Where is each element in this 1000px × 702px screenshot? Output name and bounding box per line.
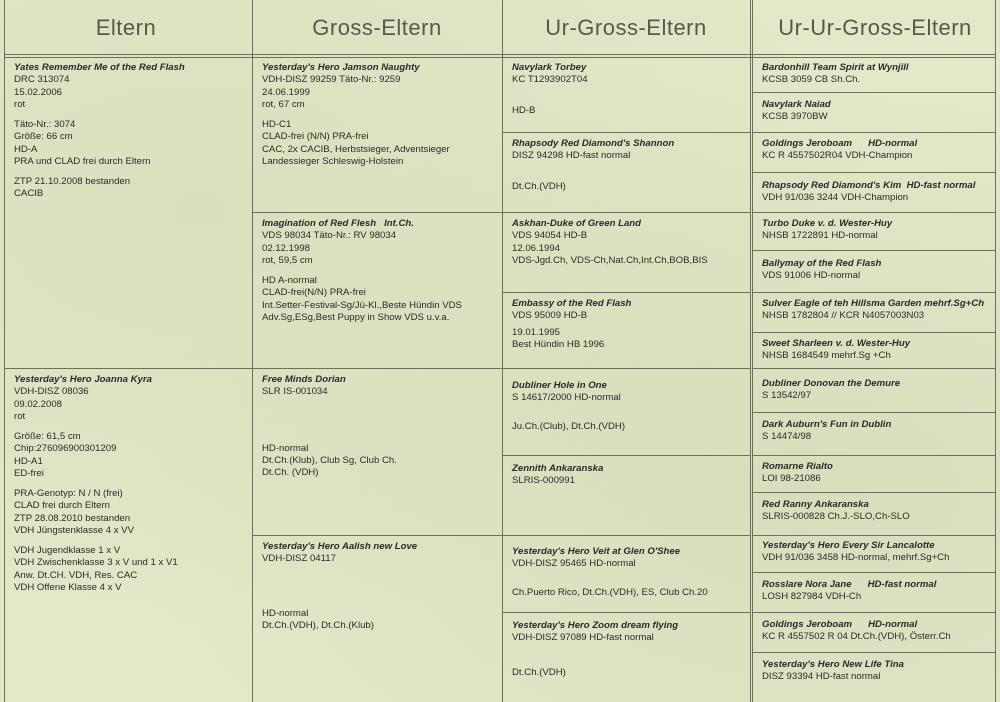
great-great-grandparent-6 — [754, 254, 995, 292]
info-line: CLAD-frei (N/N) PRA-frei — [262, 131, 369, 143]
great-great-grandparent-10 — [754, 415, 995, 455]
grid-line — [502, 612, 750, 613]
spacer — [262, 399, 494, 443]
spacer — [512, 87, 742, 105]
great-great-grandparent-13 — [754, 536, 995, 572]
info-line: VDS-Jgd.Ch, VDS-Ch,Nat.Ch,Int.Ch,BOB,BIS — [512, 254, 708, 266]
dog-name — [262, 218, 494, 230]
info-line: VDH 91/036 3244 VDH-Champion — [762, 192, 909, 204]
info-line: VDS 95009 HD-B — [512, 310, 588, 322]
grid-line — [752, 172, 995, 173]
dog-name: Red Ranny Ankaranska — [762, 499, 869, 510]
spacer — [262, 111, 494, 119]
info-line: HD-A — [14, 143, 38, 155]
great-grandparent-7 — [504, 542, 750, 612]
info-line: HD-A1 — [14, 455, 43, 467]
info-line: PRA und CLAD frei durch Eltern — [14, 155, 151, 167]
info-line: HD-normal — [262, 442, 309, 454]
grid-line — [752, 368, 995, 369]
dog-title: Int.Ch. — [384, 218, 414, 229]
header-gross-eltern: Gross-Eltern — [312, 15, 442, 40]
info-line: VDS 98034 Täto-Nr.: RV 98034 — [262, 230, 397, 242]
spacer — [14, 537, 244, 545]
info-line: rot — [14, 410, 26, 422]
info-line: Dt.Ch.(Klub), Club Sg, Club Ch. — [262, 454, 397, 466]
grid-line — [502, 455, 750, 456]
dog-name: Dubliner Hole in One — [512, 380, 607, 391]
info-line: Adv.Sg,ESg,Best Puppy in Show VDS u.v.a. — [262, 311, 450, 323]
spacer — [262, 566, 494, 608]
grandparent-4 — [254, 537, 502, 700]
dog-name: Yesterday's Hero Veit at Glen O'Shee — [512, 546, 681, 557]
info-line: 15.02.2006 — [14, 86, 63, 98]
info-line: S 14474/98 — [762, 431, 812, 443]
grid-line — [502, 212, 750, 213]
spacer — [512, 571, 742, 587]
grid-line — [252, 212, 502, 213]
dog-name: Yesterday's Hero Joanna Kyra — [14, 374, 152, 385]
info-line: LOSH 827984 VDH-Ch — [762, 591, 862, 603]
dog-name: Ballymay of the Red Flash — [762, 258, 882, 269]
info-line: Landessieger Schleswig-Holstein — [262, 155, 404, 167]
grid-line — [752, 0, 753, 702]
info-line: ZTP 21.10.2008 bestanden — [14, 176, 131, 188]
grid-line — [752, 332, 995, 333]
info-line: ZTP 28.08.2010 bestanden — [14, 512, 131, 524]
dog-name: Rhapsody Red Diamond's Shannon — [512, 138, 675, 149]
info-line: 02.12.1998 — [262, 242, 311, 254]
info-line: ED-frei — [14, 467, 44, 479]
dog-name — [762, 138, 987, 150]
info-line: DRC 313074 — [14, 74, 70, 86]
dog-note: mehrf.Sg+Ch — [924, 298, 985, 309]
info-line: KCSB 3059 CB Sh.Ch. — [762, 74, 861, 86]
grid-line — [752, 412, 995, 413]
dog-name: Zennith Ankaranska — [512, 463, 604, 474]
spacer — [14, 111, 244, 119]
great-great-grandparent-5 — [754, 214, 995, 250]
grid-line — [752, 572, 995, 573]
great-great-grandparent-11 — [754, 457, 995, 492]
dog-note: HD-normal — [868, 138, 918, 149]
dog-name: Embassy of the Red Flash — [512, 298, 632, 309]
great-grandparent-2 — [504, 134, 750, 212]
great-grandparent-8 — [504, 616, 750, 700]
info-line: SLRIS-000991 — [512, 475, 575, 487]
great-great-grandparent-9 — [754, 374, 995, 412]
dog-name: Yesterday's Hero New Life Tina — [762, 659, 904, 670]
info-line: Dt.Ch. (VDH) — [262, 467, 319, 479]
grid-line — [502, 0, 503, 702]
grid-line — [752, 212, 995, 213]
info-line: Dt.Ch.(VDH), Dt.Ch.(Klub) — [262, 619, 374, 631]
spacer — [14, 423, 244, 431]
grid-line — [252, 535, 502, 536]
info-line: VDH Offene Klasse 4 x V — [14, 581, 122, 593]
great-great-grandparent-2 — [754, 95, 995, 132]
info-line: NHSB 1722891 HD-normal — [762, 230, 878, 242]
info-line: S 14617/2000 HD-normal — [512, 392, 621, 404]
great-grandparent-3 — [504, 214, 750, 292]
header-ur-ur-gross-eltern: Ur-Ur-Gross-Eltern — [778, 15, 972, 40]
dog-name: Bardonhill Team Spirit at Wynjill — [762, 62, 909, 73]
header-eltern: Eltern — [95, 15, 157, 40]
great-grandparent-6 — [504, 459, 750, 535]
great-grandparent-5 — [504, 376, 750, 455]
dog-name: Yesterday's Hero Aalish new Love — [262, 541, 418, 552]
great-great-grandparent-14 — [754, 575, 995, 612]
grid-line — [502, 292, 750, 293]
info-line: VDH-DISZ 95465 HD-normal — [512, 558, 636, 570]
great-great-grandparent-8 — [754, 334, 995, 368]
info-line: NHSB 1782804 // KCR N4057003N03 — [762, 310, 925, 322]
info-line: Täto-Nr.: 3074 — [14, 119, 76, 131]
info-line: Ju.Ch.(Club), Dt.Ch.(VDH) — [512, 420, 626, 432]
info-line: PRA-Genotyp: N / N (frei) — [14, 488, 123, 500]
great-great-grandparent-4 — [754, 176, 995, 212]
info-line: Dt.Ch.(VDH) — [512, 666, 566, 678]
grid-line — [502, 535, 750, 536]
grid-line — [752, 612, 995, 613]
info-line: VDS 91006 HD-normal — [762, 270, 861, 282]
info-line: Größe: 61,5 cm — [14, 431, 81, 443]
info-line: CLAD frei durch Eltern — [14, 500, 110, 512]
grid-line — [252, 368, 502, 369]
great-great-grandparent-3 — [754, 134, 995, 172]
info-line: rot, 67 cm — [262, 98, 305, 110]
dog-name-text: Goldings Jeroboam — [762, 138, 853, 149]
dog-name: Yates Remember Me of the Red Flash — [14, 62, 185, 73]
dog-name: Sweet Sharleen v. d. Wester-Huy — [762, 338, 911, 349]
info-line: KC R 4557502 R 04 Dt.Ch.(VDH), Österr.Ch — [762, 631, 951, 643]
grid-line — [502, 132, 750, 133]
info-line: VDH-DISZ 97089 HD-fast normal — [512, 632, 654, 644]
spacer — [262, 267, 494, 275]
info-line: KC R 4557502R04 VDH-Champion — [762, 150, 913, 162]
parent-dam — [6, 370, 252, 700]
dog-name: Free Minds Dorian — [262, 374, 346, 385]
great-great-grandparent-12 — [754, 495, 995, 535]
dog-note: HD-fast normal — [867, 579, 937, 590]
grid-line — [252, 0, 253, 702]
info-line: S 13542/97 — [762, 390, 812, 402]
grid-line — [502, 368, 750, 369]
spacer — [14, 168, 244, 176]
info-line: Int.Setter-Festival-Sg/Jü-Kl.,Beste Hündin VDS — [262, 299, 462, 311]
info-line: CACIB — [14, 188, 44, 200]
info-line: VDH 91/036 3458 HD-normal, mehrf.Sg+Ch — [762, 552, 950, 564]
grandparent-2 — [254, 214, 502, 368]
dog-name: Askhan-Duke of Green Land — [512, 218, 642, 229]
info-line: VDH-DISZ 04117 — [262, 553, 336, 565]
dog-name — [762, 579, 987, 591]
info-line: VDH Jüngstenklasse 4 x VV — [14, 524, 134, 536]
dog-name: Yesterday's Hero Jamson Naughty — [262, 62, 420, 73]
info-line: HD-C1 — [262, 119, 292, 131]
great-great-grandparent-15 — [754, 615, 995, 652]
info-line: Anw. Dt.CH. VDH, Res. CAC — [14, 569, 138, 581]
info-line: rot — [14, 98, 26, 110]
info-line: SLRIS-000828 Ch.J.-SLO,Ch-SLO — [762, 511, 910, 523]
grid-line — [752, 132, 995, 133]
dog-name: Navylark Torbey — [512, 62, 587, 73]
info-line: SLR IS-001034 — [262, 386, 328, 398]
dog-name: Navylark Naiad — [762, 99, 831, 110]
grid-line — [4, 0, 5, 702]
info-line: 12.06.1994 — [512, 242, 561, 254]
info-line: 19.01.1995 — [512, 326, 561, 338]
info-line: LOI 98-21086 — [762, 473, 821, 485]
info-line: CAC, 2x CACIB, Herbstsieger, Adventsieger — [262, 143, 450, 155]
dog-note: HD-normal — [868, 619, 918, 630]
info-line: Chip:276096900301209 — [14, 443, 117, 455]
info-line: CLAD-frei(N/N) PRA-frei — [262, 287, 366, 299]
header-ur-gross-eltern: Ur-Gross-Eltern — [545, 15, 707, 40]
dog-name: Yesterday's Hero Zoom dream flying — [512, 620, 679, 631]
grid-line — [752, 492, 995, 493]
dog-name-text: Rhapsody Red Diamond's Kim — [762, 180, 902, 191]
grid-line — [752, 652, 995, 653]
info-line: KC T1293902T04 — [512, 74, 588, 86]
dog-name-text: Sulver Eagle of teh Hillsma Garden — [762, 298, 922, 309]
dog-name-text: Rosslare Nora Jane — [762, 579, 852, 590]
info-line: VDH Jugendklasse 1 x V — [14, 545, 121, 557]
dog-name-text: Imagination of Red Flesh — [262, 218, 377, 229]
grid-line — [750, 0, 751, 702]
info-line: HD-B — [512, 104, 536, 116]
dog-name: Turbo Duke v. d. Wester-Huy — [762, 218, 893, 229]
dog-name: Yesterday's Hero Every Sir Lancalotte — [762, 540, 935, 551]
grid-line — [752, 455, 995, 456]
info-line: VDS 94054 HD-B — [512, 230, 588, 242]
dog-name — [762, 298, 987, 310]
grid-line — [995, 0, 996, 702]
info-line: Größe: 66 cm — [14, 131, 73, 143]
info-line: Ch.Puerto Rico, Dt.Ch.(VDH), ES, Club Ch.20 — [512, 586, 708, 598]
great-grandparent-4 — [504, 294, 750, 368]
dog-name — [762, 619, 987, 631]
info-line: KCSB 3970BW — [762, 111, 828, 123]
info-line: VDH-DISZ 99259 Täto-Nr.: 9259 — [262, 74, 401, 86]
dog-name: Dark Auburn's Fun in Dublin — [762, 419, 892, 430]
info-line: DISZ 94298 HD-fast normal — [512, 150, 631, 162]
grid-line — [752, 250, 995, 251]
info-line: VDH Zwischenklasse 3 x V und 1 x V1 — [14, 557, 178, 569]
info-line: VDH-DISZ 08036 — [14, 386, 89, 398]
great-grandparent-1 — [504, 58, 750, 132]
header-divider — [4, 54, 996, 55]
dog-name — [762, 180, 987, 192]
great-great-grandparent-1 — [754, 58, 995, 92]
great-great-grandparent-7 — [754, 294, 995, 332]
grandparent-3 — [254, 370, 502, 535]
dog-name-text: Goldings Jeroboam — [762, 619, 853, 630]
dog-note: HD-fast normal — [906, 180, 976, 191]
info-line: HD A-normal — [262, 275, 317, 287]
info-line: Dt.Ch.(VDH) — [512, 180, 566, 192]
dog-name: Romarne Rialto — [762, 461, 833, 472]
info-line: 09.02.2008 — [14, 398, 63, 410]
spacer — [512, 645, 742, 667]
info-line: Best Hündin HB 1996 — [512, 338, 605, 350]
great-great-grandparent-16 — [754, 655, 995, 700]
grandparent-1 — [254, 58, 502, 212]
spacer — [512, 405, 742, 421]
info-line: DISZ 93394 HD-fast normal — [762, 671, 881, 683]
grid-line — [752, 292, 995, 293]
grid-line — [752, 92, 995, 93]
info-line: HD-normal — [262, 607, 309, 619]
info-line: NHSB 1684549 mehrf.Sg +Ch — [762, 350, 891, 362]
info-line: rot, 59,5 cm — [262, 254, 313, 266]
spacer — [512, 163, 742, 181]
spacer — [14, 480, 244, 488]
dog-name: Dubliner Donovan the Demure — [762, 378, 901, 389]
info-line: 24.06.1999 — [262, 86, 311, 98]
parent-sire — [6, 58, 252, 368]
grid-line — [4, 368, 252, 369]
